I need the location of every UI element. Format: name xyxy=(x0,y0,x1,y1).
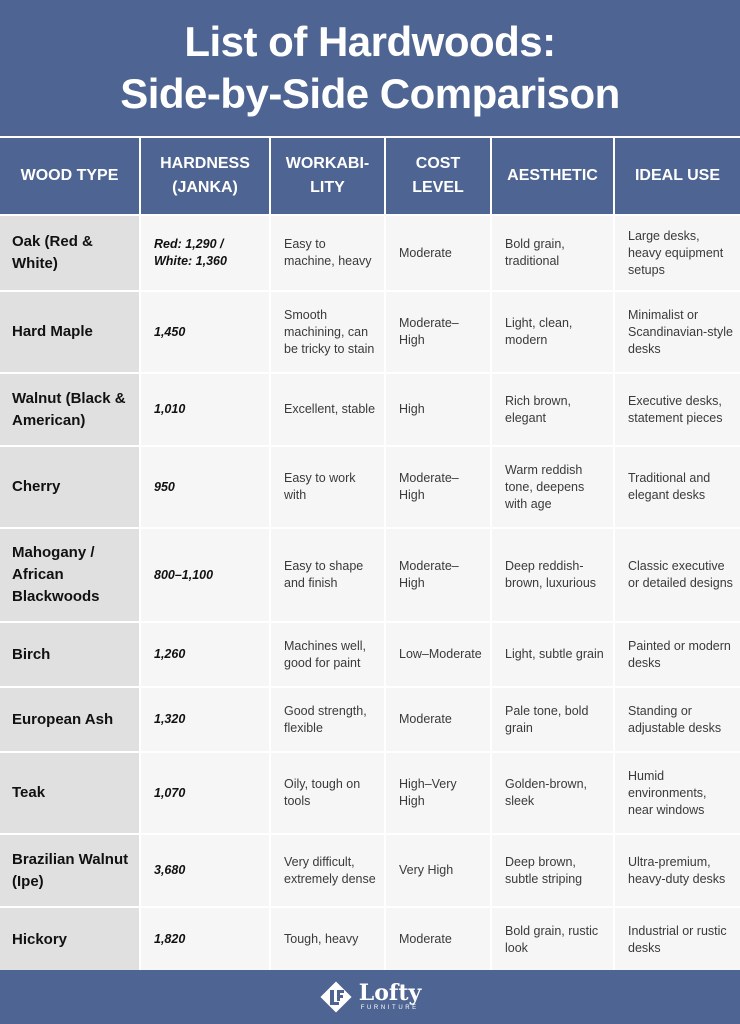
cost-cell: High xyxy=(385,373,491,446)
cost-cell: Very High xyxy=(385,834,491,907)
hardness-cell: Red: 1,290 / White: 1,360 xyxy=(140,215,270,291)
brand-tagline: FURNITURE xyxy=(360,1005,419,1011)
cost-cell: Moderate–High xyxy=(385,528,491,622)
aesthetic-cell: Deep reddish-brown, luxurious xyxy=(491,528,614,622)
aesthetic-cell: Warm reddish tone, deepens with age xyxy=(491,446,614,528)
hardness-cell: 1,820 xyxy=(140,907,270,971)
wood-type-cell: Oak (Red & White) xyxy=(0,215,140,291)
table-row xyxy=(0,907,740,971)
table-row xyxy=(0,446,740,528)
table-row xyxy=(0,752,740,834)
column-header-workability: WORKABI-LITY xyxy=(270,137,385,215)
wood-type-cell: Cherry xyxy=(0,446,140,528)
aesthetic-cell: Rich brown, elegant xyxy=(491,373,614,446)
hardness-cell: 1,260 xyxy=(140,622,270,687)
ideal-use-cell: Classic executive or detailed designs xyxy=(614,528,740,622)
wood-type-cell: Hickory xyxy=(0,907,140,971)
workability-cell: Easy to work with xyxy=(270,446,385,528)
cost-cell: Moderate xyxy=(385,687,491,752)
hardness-cell: 1,010 xyxy=(140,373,270,446)
aesthetic-cell: Light, clean, modern xyxy=(491,291,614,373)
lofty-lf-mark-icon xyxy=(319,980,353,1014)
workability-cell: Oily, tough on tools xyxy=(270,752,385,834)
wood-type-cell: European Ash xyxy=(0,687,140,752)
workability-cell: Very difficult, extremely dense xyxy=(270,834,385,907)
wood-type-cell: Mahogany / African Blackwoods xyxy=(0,528,140,622)
cost-cell: Moderate–High xyxy=(385,446,491,528)
ideal-use-cell: Large desks, heavy equipment setups xyxy=(614,215,740,291)
workability-cell: Tough, heavy xyxy=(270,907,385,971)
workability-cell: Smooth machining, can be tricky to stain xyxy=(270,291,385,373)
ideal-use-cell: Ultra-premium, heavy-duty desks xyxy=(614,834,740,907)
ideal-use-cell: Industrial or rustic desks xyxy=(614,907,740,971)
hardness-cell: 950 xyxy=(140,446,270,528)
column-header-hardness: HARDNESS (JANKA) xyxy=(140,137,270,215)
brand-logo xyxy=(319,980,422,1014)
cost-cell: Moderate xyxy=(385,907,491,971)
column-header-aesthetic: AESTHETIC xyxy=(491,137,614,215)
hardness-cell: 1,450 xyxy=(140,291,270,373)
workability-cell: Good strength, flexible xyxy=(270,687,385,752)
cost-cell: High–Very High xyxy=(385,752,491,834)
wood-type-cell: Hard Maple xyxy=(0,291,140,373)
table-header-row xyxy=(0,137,740,215)
ideal-use-cell: Painted or modern desks xyxy=(614,622,740,687)
ideal-use-cell: Traditional and elegant desks xyxy=(614,446,740,528)
cost-cell: Moderate xyxy=(385,215,491,291)
table-row xyxy=(0,834,740,907)
workability-cell: Excellent, stable xyxy=(270,373,385,446)
hardness-cell: 800–1,100 xyxy=(140,528,270,622)
aesthetic-cell: Golden-brown, sleek xyxy=(491,752,614,834)
cost-cell: Low–Moderate xyxy=(385,622,491,687)
aesthetic-cell: Bold grain, traditional xyxy=(491,215,614,291)
column-header-wood-type: WOOD TYPE xyxy=(0,137,140,215)
table-row xyxy=(0,291,740,373)
ideal-use-cell: Minimalist or Scandinavian-style desks xyxy=(614,291,740,373)
workability-cell: Easy to shape and finish xyxy=(270,528,385,622)
aesthetic-cell: Light, subtle grain xyxy=(491,622,614,687)
table-row xyxy=(0,528,740,622)
wood-type-cell: Walnut (Black & American) xyxy=(0,373,140,446)
cost-cell: Moderate–High xyxy=(385,291,491,373)
ideal-use-cell: Humid environments, near windows xyxy=(614,752,740,834)
page-title-line-2: Side-by-Side Comparison xyxy=(120,70,620,117)
hardness-cell: 3,680 xyxy=(140,834,270,907)
table-row xyxy=(0,373,740,446)
column-header-ideal-use: IDEAL USE xyxy=(614,137,740,215)
footer-bar xyxy=(0,970,740,1024)
wood-type-cell: Teak xyxy=(0,752,140,834)
table-row xyxy=(0,215,740,291)
aesthetic-cell: Pale tone, bold grain xyxy=(491,687,614,752)
table-row xyxy=(0,687,740,752)
workability-cell: Easy to machine, heavy xyxy=(270,215,385,291)
title-banner xyxy=(0,0,740,136)
ideal-use-cell: Standing or adjustable desks xyxy=(614,687,740,752)
workability-cell: Machines well, good for paint xyxy=(270,622,385,687)
hardness-cell: 1,320 xyxy=(140,687,270,752)
table-row xyxy=(0,622,740,687)
aesthetic-cell: Bold grain, rustic look xyxy=(491,907,614,971)
hardwood-comparison-table xyxy=(0,136,740,971)
wood-type-cell: Brazilian Walnut (Ipe) xyxy=(0,834,140,907)
ideal-use-cell: Executive desks, statement pieces xyxy=(614,373,740,446)
page-title-line-1: List of Hardwoods: xyxy=(184,18,556,65)
column-header-cost-level: COST LEVEL xyxy=(385,137,491,215)
hardness-cell: 1,070 xyxy=(140,752,270,834)
brand-name: Lofty xyxy=(358,980,422,1006)
wood-type-cell: Birch xyxy=(0,622,140,687)
aesthetic-cell: Deep brown, subtle striping xyxy=(491,834,614,907)
